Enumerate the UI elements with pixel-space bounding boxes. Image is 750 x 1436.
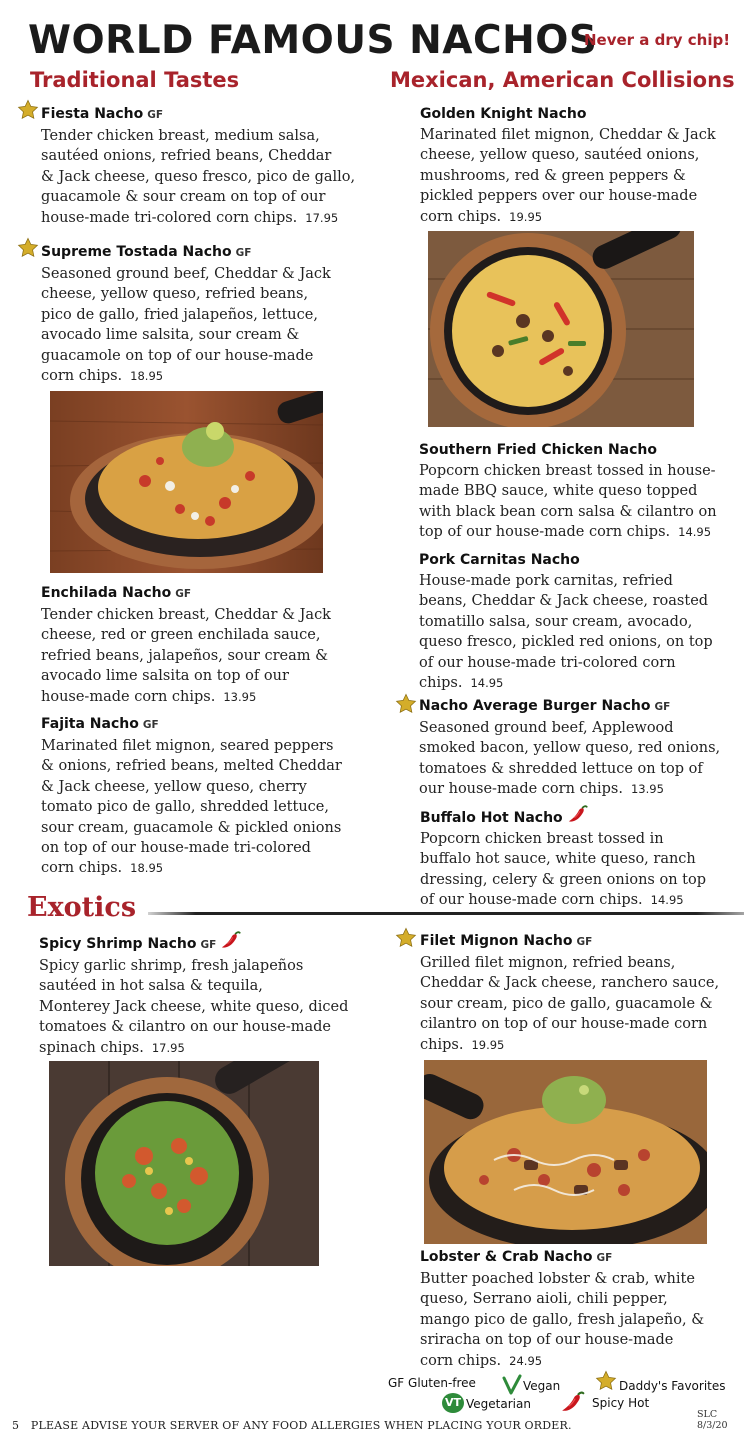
favorite-star-icon: [395, 693, 417, 715]
item-description-line: sautéed onions, refried beans, Cheddar: [41, 148, 332, 165]
item-description-line: corn chips.: [420, 1352, 502, 1369]
item-description-line: guacamole & sour cream on top of our: [41, 189, 326, 206]
item-description-line: buffalo hot sauce, white queso, ranch: [420, 851, 696, 868]
allergy-notice-text: PLEASE ADVISE YOUR SERVER OF ANY FOOD ALLERGIES WHEN PLACING YOUR ORDER.: [30, 1419, 572, 1432]
section-mexican-heading: Mexican, American Collisions: [390, 68, 735, 92]
item-description-line: our house-made corn chips.: [419, 781, 623, 798]
vegan-leaf-icon: [501, 1374, 523, 1396]
item-description-line: Tender chicken breast, medium salsa,: [41, 128, 320, 144]
section-exotics-heading: Exotics: [27, 892, 137, 923]
item-description-line: tomatillo salsa, sour cream, avocado,: [419, 613, 693, 630]
item-description-line: cilantro on top of our house-made corn: [420, 1016, 708, 1033]
item-name: Spicy Shrimp Nacho: [39, 936, 197, 952]
item-price: 13.95: [630, 782, 664, 797]
item-description-line: avocado lime salsita on top of our: [41, 668, 289, 685]
item-price: 14.95: [678, 525, 712, 540]
item-description-line: Seasoned ground beef, Cheddar & Jack: [41, 266, 331, 282]
item-description-line: & onions, refried beans, melted Cheddar: [41, 758, 342, 775]
item-description-line: tomato pico de gallo, shredded lettuce,: [41, 799, 329, 816]
vegetarian-badge-icon: VT: [442, 1393, 464, 1413]
item-description-line: chips.: [419, 675, 463, 692]
item-description-line: spinach chips.: [39, 1039, 144, 1056]
item-price: 19.95: [509, 209, 543, 224]
spicy-pepper-icon: [220, 930, 242, 952]
section-divider: [148, 912, 744, 915]
item-name: Nacho Average Burger Nacho: [419, 698, 651, 714]
item-name: Buffalo Hot Nacho: [420, 810, 563, 826]
gluten-free-tag: GF: [576, 936, 593, 948]
item-description-line: cheese, red or green enchilada sauce,: [41, 627, 321, 644]
item-description-line: Popcorn chicken breast tossed in: [420, 831, 664, 847]
gluten-free-tag: GF: [235, 247, 252, 259]
gluten-free-tag: GF: [200, 939, 217, 951]
menu-item-buffalo-hot: [420, 804, 746, 911]
item-description-line: mushrooms, red & green peppers &: [420, 167, 686, 184]
supreme-tostada-nacho-photo: [50, 391, 323, 573]
item-price: 14.95: [650, 893, 684, 908]
item-name: Filet Mignon Nacho: [420, 933, 573, 949]
menu-item-supreme-tostada: [41, 242, 381, 386]
favorite-star-icon: [595, 1370, 617, 1392]
menu-item-golden-knight: [420, 104, 745, 227]
page-title: WORLD FAMOUS NACHOS: [28, 18, 598, 63]
item-description-line: Cheddar & Jack cheese, ranchero sauce,: [420, 975, 720, 992]
item-price: 14.95: [470, 676, 504, 691]
item-description-line: of our house-made tri-colored corn: [419, 654, 676, 671]
item-description-line: pickled peppers over our house-made: [420, 188, 698, 205]
golden-knight-nacho-photo: [428, 231, 694, 427]
menu-code: [697, 1409, 728, 1431]
legend-vegetarian: Vegetarian: [466, 1397, 531, 1411]
menu-item-fiesta: [41, 104, 381, 228]
allergy-notice: [12, 1419, 572, 1432]
item-description-line: mango pico de gallo, fresh jalapeño, &: [420, 1311, 705, 1328]
item-description-line: Marinated filet mignon, seared peppers: [41, 738, 334, 754]
item-description-line: refried beans, jalapeños, sour cream &: [41, 647, 329, 664]
item-price: 13.95: [223, 689, 257, 704]
item-description-line: guacamole on top of our house-made: [41, 347, 314, 364]
item-description-line: tomatoes & cilantro on our house-made: [39, 1019, 332, 1036]
menu-item-nacho-average-burger: [419, 696, 745, 800]
item-price: 17.95: [305, 210, 339, 225]
gluten-free-tag: GF: [147, 109, 164, 121]
item-description-line: cheese, yellow queso, refried beans,: [41, 286, 309, 303]
item-description-line: dressing, celery & green onions on top: [420, 871, 706, 888]
item-price: 19.95: [471, 1037, 505, 1052]
item-description-line: avocado lime salsita, sour cream &: [41, 327, 300, 344]
item-description-line: & Jack cheese, queso fresco, pico de gallo,: [41, 168, 356, 185]
item-description-line: house-made tri-colored corn chips.: [41, 209, 298, 226]
item-price: 17.95: [151, 1040, 185, 1055]
menu-item-pork-carnitas: [419, 550, 745, 693]
legend-vegan: Vegan: [523, 1379, 561, 1393]
item-description-line: with black bean corn salsa & cilantro on: [419, 503, 717, 520]
menu-date-code: 8/3/20: [697, 1420, 728, 1431]
gluten-free-tag: GF: [596, 1252, 613, 1264]
menu-item-enchilada: [41, 583, 381, 707]
gluten-free-tag: GF: [175, 588, 192, 600]
item-price: 18.95: [130, 861, 164, 876]
item-name: Fajita Nacho: [41, 716, 139, 732]
page-number: 5: [12, 1419, 20, 1432]
item-name: Fiesta Nacho: [41, 106, 144, 122]
item-description-line: Monterey Jack cheese, white queso, diced: [39, 998, 349, 1015]
item-description-line: of our house-made corn chips.: [420, 892, 643, 909]
item-description-line: corn chips.: [420, 208, 502, 225]
menu-item-lobster-crab: [420, 1247, 746, 1371]
item-description-line: Popcorn chicken breast tossed in house-: [419, 463, 716, 479]
item-description-line: chips.: [420, 1036, 464, 1053]
item-price: 18.95: [130, 369, 164, 384]
menu-location-code: SLC: [697, 1409, 718, 1420]
menu-item-spicy-shrimp: [39, 930, 384, 1058]
favorite-star-icon: [17, 237, 39, 259]
menu-item-southern-fried-chicken: [419, 440, 745, 543]
favorite-star-icon: [395, 927, 417, 949]
item-description-line: Marinated filet mignon, Cheddar & Jack: [420, 127, 716, 143]
item-description-line: top of our house-made corn chips.: [419, 524, 671, 541]
item-name: Golden Knight Nacho: [420, 106, 587, 122]
item-price: 24.95: [509, 1353, 543, 1368]
menu-item-filet-mignon: [420, 931, 746, 1055]
gluten-free-tag: GF: [142, 719, 159, 731]
favorite-star-icon: [17, 99, 39, 121]
item-description-line: House-made pork carnitas, refried: [419, 573, 673, 589]
item-description-line: beans, Cheddar & Jack cheese, roasted: [419, 593, 709, 610]
item-description-line: queso, Serrano aioli, chili pepper,: [420, 1291, 668, 1308]
item-description-line: house-made corn chips.: [41, 688, 216, 705]
item-description-line: Tender chicken breast, Cheddar & Jack: [41, 607, 331, 623]
tagline: Never a dry chip!: [584, 31, 731, 49]
legend-daddys-favorites: Daddy's Favorites: [619, 1379, 726, 1393]
spicy-shrimp-nacho-photo: [49, 1061, 319, 1266]
item-description-line: Spicy garlic shrimp, fresh jalapeños: [39, 958, 304, 974]
menu-item-fajita: [41, 714, 381, 879]
item-name: Lobster & Crab Nacho: [420, 1249, 593, 1265]
item-description-line: tomatoes & shredded lettuce on top of: [419, 760, 703, 777]
item-description-line: corn chips.: [41, 368, 123, 385]
item-name: Pork Carnitas Nacho: [419, 552, 580, 568]
item-description-line: pico de gallo, fried jalapeños, lettuce,: [41, 306, 318, 323]
item-name: Southern Fried Chicken Nacho: [419, 442, 657, 458]
item-description-line: sriracha on top of our house-made: [420, 1332, 674, 1349]
item-description-line: smoked bacon, yellow queso, red onions,: [419, 740, 721, 757]
item-description-line: cheese, yellow queso, sautéed onions,: [420, 147, 700, 164]
legend-spicy-hot: Spicy Hot: [592, 1396, 650, 1410]
item-description-line: & Jack cheese, yellow queso, cherry: [41, 778, 307, 795]
item-description-line: sautéed in hot salsa & tequila,: [39, 978, 263, 995]
item-description-line: sour cream, pico de gallo, guacamole &: [420, 995, 713, 1012]
item-description-line: Seasoned ground beef, Applewood: [419, 720, 674, 736]
filet-mignon-nacho-photo: [424, 1060, 707, 1244]
item-description-line: sour cream, guacamole & pickled onions: [41, 819, 342, 836]
legend-gluten-free: GF Gluten-free: [388, 1376, 476, 1390]
section-traditional-heading: Traditional Tastes: [30, 68, 240, 92]
item-description-line: made BBQ sauce, white queso topped: [419, 483, 698, 500]
item-description-line: on top of our house-made tri-colored: [41, 840, 311, 857]
gluten-free-tag: GF: [654, 701, 671, 713]
item-description-line: queso fresco, pickled red onions, on top: [419, 634, 713, 651]
item-description-line: Grilled filet mignon, refried beans,: [420, 955, 676, 971]
item-name: Supreme Tostada Nacho: [41, 244, 232, 260]
item-name: Enchilada Nacho: [41, 585, 172, 601]
spicy-pepper-icon: [567, 804, 589, 826]
item-description-line: Butter poached lobster & crab, white: [420, 1271, 695, 1287]
item-description-line: corn chips.: [41, 860, 123, 877]
chili-pepper-icon: [560, 1390, 586, 1416]
